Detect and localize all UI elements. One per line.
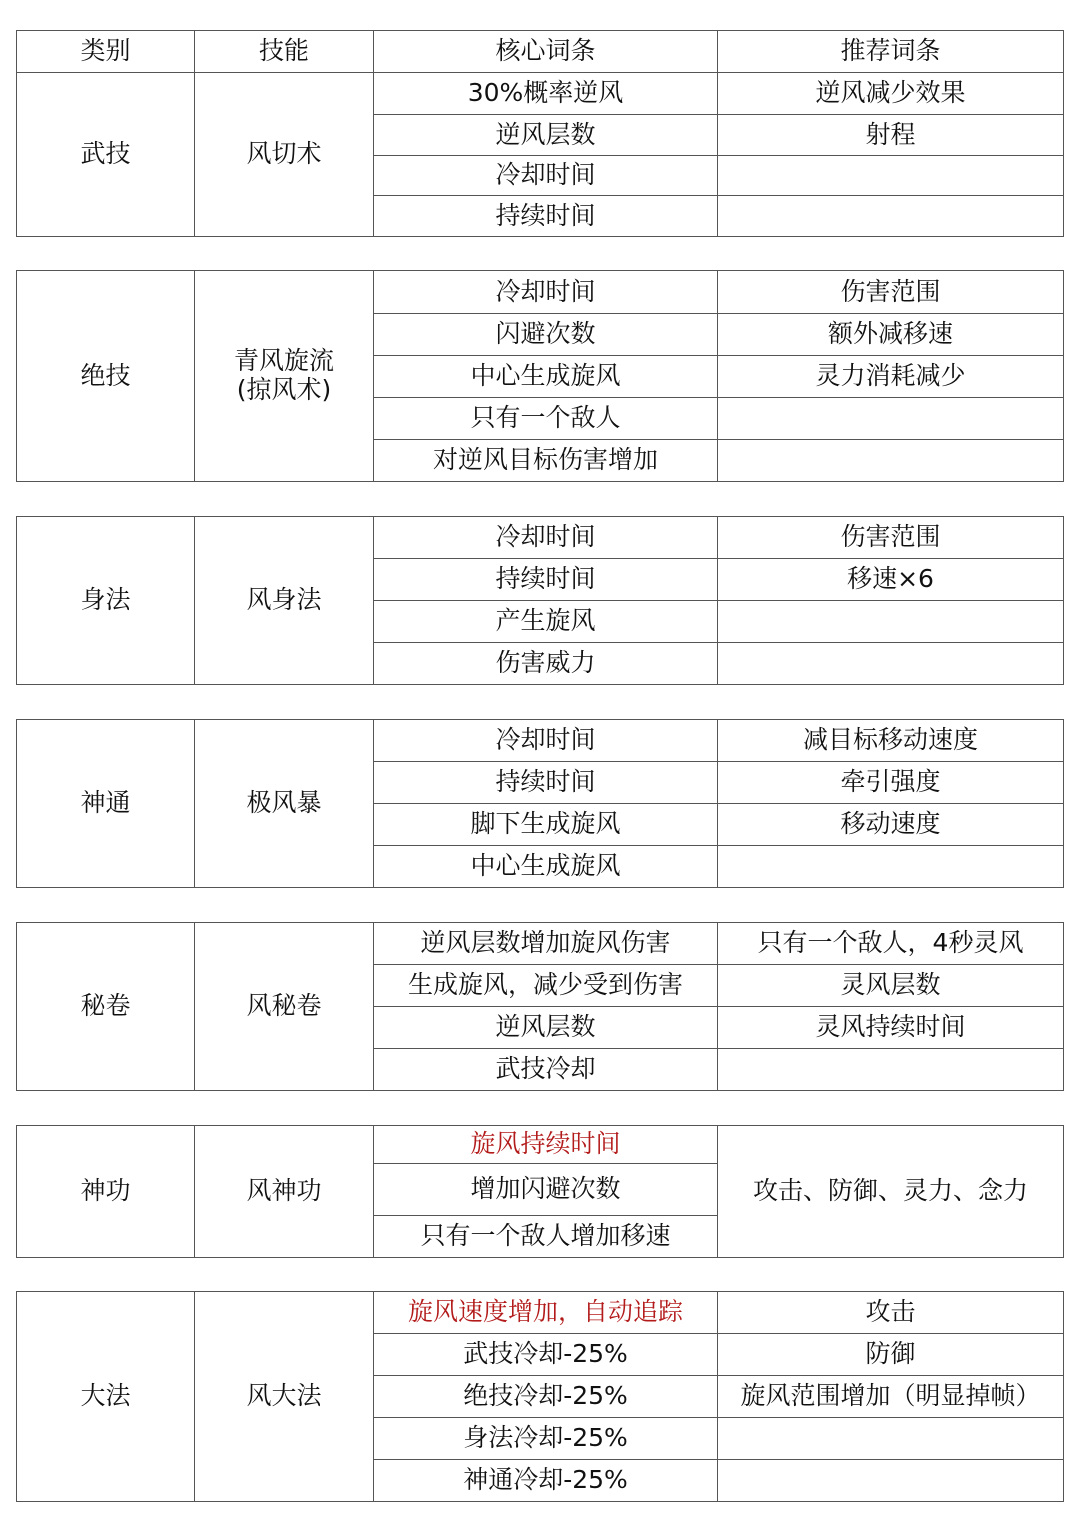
- recommended-cell: 旋风范围增加（明显掉帧）: [718, 1376, 1064, 1418]
- skill-cell: 风秘卷: [195, 923, 374, 1091]
- core-cell: 持续时间: [374, 559, 718, 601]
- recommended-cell: 攻击: [718, 1292, 1064, 1334]
- recommended-cell: 移速×6: [718, 559, 1064, 601]
- header-skill: 技能: [195, 31, 374, 73]
- recommended-cell: 逆风减少效果: [718, 73, 1064, 115]
- skill-cell: 极风暴: [195, 720, 374, 888]
- core-cell: 产生旋风: [374, 601, 718, 643]
- core-cell: 持续时间: [374, 196, 718, 237]
- recommended-cell: [718, 1418, 1064, 1460]
- header-core: 核心词条: [374, 31, 718, 73]
- skill-cell: 风大法: [195, 1292, 374, 1502]
- recommended-cell: 减目标移动速度: [718, 720, 1064, 762]
- table-shentong: [16, 719, 1064, 888]
- recommended-cell: 攻击、防御、灵力、念力: [718, 1126, 1064, 1258]
- header-row: [17, 31, 1064, 73]
- table-jueji: [16, 270, 1064, 482]
- recommended-cell: 伤害范围: [718, 517, 1064, 559]
- table-wuji: [16, 30, 1064, 237]
- core-cell: 只有一个敌人增加移速: [374, 1216, 718, 1258]
- recommended-cell: 伤害范围: [718, 271, 1064, 314]
- table-shengong: [16, 1125, 1064, 1258]
- table-row: [17, 271, 1064, 314]
- recommended-cell: [718, 440, 1064, 482]
- table-row: [17, 1126, 1064, 1164]
- recommended-cell: 额外减移速: [718, 314, 1064, 356]
- category-cell: 秘卷: [17, 923, 195, 1091]
- table-mijuan: [16, 922, 1064, 1091]
- recommended-cell: 灵风持续时间: [718, 1007, 1064, 1049]
- recommended-cell: [718, 156, 1064, 196]
- recommended-cell: [718, 846, 1064, 888]
- skill-cell: 风切术: [195, 73, 374, 237]
- core-cell: 神通冷却-25%: [374, 1460, 718, 1502]
- category-cell: 大法: [17, 1292, 195, 1502]
- header-category: 类别: [17, 31, 195, 73]
- recommended-cell: 灵力消耗减少: [718, 356, 1064, 398]
- core-cell: 冷却时间: [374, 720, 718, 762]
- recommended-cell: 防御: [718, 1334, 1064, 1376]
- recommended-cell: [718, 601, 1064, 643]
- core-cell: 脚下生成旋风: [374, 804, 718, 846]
- core-cell: 冷却时间: [374, 271, 718, 314]
- skill-cell: [195, 271, 374, 482]
- core-cell: 绝技冷却-25%: [374, 1376, 718, 1418]
- core-cell: 武技冷却-25%: [374, 1334, 718, 1376]
- header-recommended: 推荐词条: [718, 31, 1064, 73]
- core-cell: 伤害威力: [374, 643, 718, 685]
- skill-cell: 风身法: [195, 517, 374, 685]
- category-cell: 神功: [17, 1126, 195, 1258]
- category-cell: 身法: [17, 517, 195, 685]
- recommended-cell: [718, 643, 1064, 685]
- recommended-cell: [718, 398, 1064, 440]
- table-shenfa: [16, 516, 1064, 685]
- core-cell: 冷却时间: [374, 517, 718, 559]
- core-cell-highlight: 旋风速度增加，自动追踪: [374, 1292, 718, 1334]
- core-cell: 只有一个敌人: [374, 398, 718, 440]
- recommended-cell: 灵风层数: [718, 965, 1064, 1007]
- core-cell: 逆风层数: [374, 115, 718, 156]
- category-cell: 绝技: [17, 271, 195, 482]
- core-cell: 30%概率逆风: [374, 73, 718, 115]
- core-cell: 逆风层数增加旋风伤害: [374, 923, 718, 965]
- core-cell: 闪避次数: [374, 314, 718, 356]
- recommended-cell: 只有一个敌人，4秒灵风: [718, 923, 1064, 965]
- table-row: [17, 720, 1064, 762]
- recommended-cell: 牵引强度: [718, 762, 1064, 804]
- category-cell: 武技: [17, 73, 195, 237]
- table-row: [17, 73, 1064, 115]
- table-row: [17, 923, 1064, 965]
- core-cell: 中心生成旋风: [374, 356, 718, 398]
- table-row: [17, 517, 1064, 559]
- table-row: [17, 1292, 1064, 1334]
- recommended-cell: [718, 1049, 1064, 1091]
- category-cell: 神通: [17, 720, 195, 888]
- table-dafa: [16, 1291, 1064, 1502]
- recommended-cell: [718, 196, 1064, 237]
- recommended-cell: 射程: [718, 115, 1064, 156]
- core-cell: 中心生成旋风: [374, 846, 718, 888]
- core-cell: 逆风层数: [374, 1007, 718, 1049]
- skill-cell: 风神功: [195, 1126, 374, 1258]
- core-cell: 对逆风目标伤害增加: [374, 440, 718, 482]
- core-cell: 武技冷却: [374, 1049, 718, 1091]
- core-cell-highlight: 旋风持续时间: [374, 1126, 718, 1164]
- core-cell: 身法冷却-25%: [374, 1418, 718, 1460]
- core-cell: 持续时间: [374, 762, 718, 804]
- core-cell: 冷却时间: [374, 156, 718, 196]
- core-cell: 增加闪避次数: [374, 1164, 718, 1216]
- skill-name: 青风旋流 (掠风术): [233, 346, 334, 404]
- recommended-cell: 移动速度: [718, 804, 1064, 846]
- recommended-cell: [718, 1460, 1064, 1502]
- core-cell: 生成旋风，减少受到伤害: [374, 965, 718, 1007]
